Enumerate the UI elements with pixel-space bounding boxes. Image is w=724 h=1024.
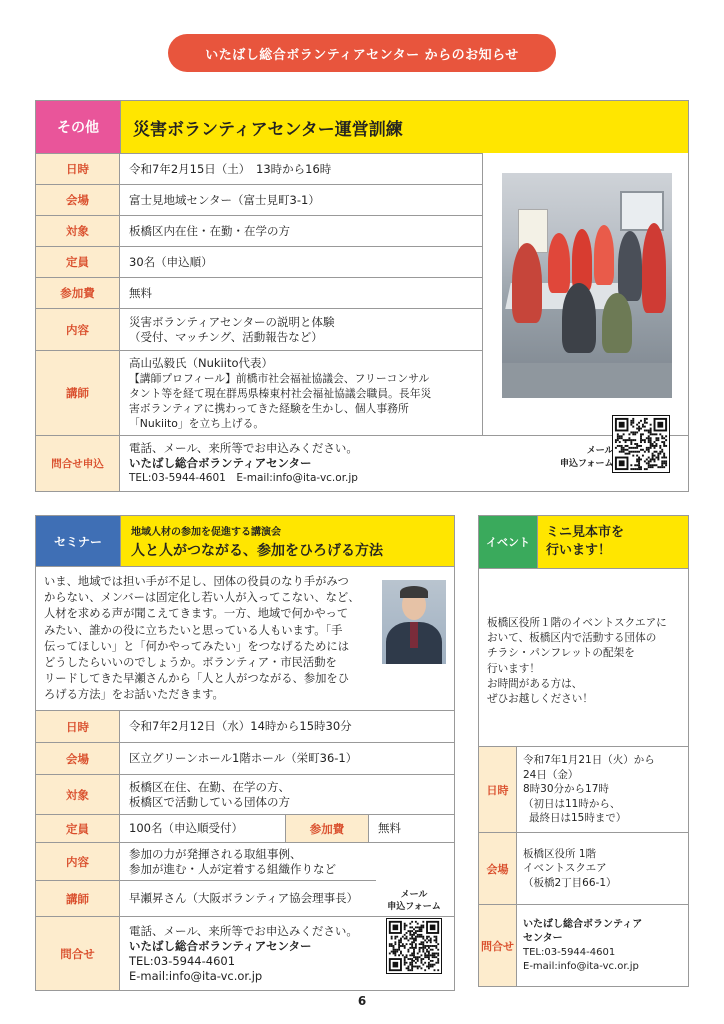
row-label: 対象 bbox=[36, 775, 120, 814]
photo-person bbox=[548, 233, 570, 293]
row-value: 100名（申込順受付） bbox=[129, 821, 243, 835]
row-label: 会場 bbox=[36, 185, 120, 215]
text-line: 行います！ bbox=[487, 662, 540, 675]
row-value: 板橋区内在住・在勤・在学の方 bbox=[129, 223, 290, 238]
info-row-lecturer bbox=[36, 880, 376, 916]
divider bbox=[36, 566, 454, 567]
row-label: 日時 bbox=[479, 747, 517, 832]
info-row-capacity bbox=[36, 246, 482, 277]
photo-person bbox=[642, 223, 666, 313]
text-line: 板橋区役所１階のイベントスクエアに bbox=[487, 617, 667, 629]
section-title: 災害ボランティアセンター運営訓練 bbox=[120, 101, 688, 153]
row-value bbox=[120, 917, 367, 990]
photo-person bbox=[618, 231, 642, 301]
photo-person bbox=[562, 283, 596, 353]
text-line: 【講師プロフィール】前橋市社会福祉協議会、フリーコンサル bbox=[129, 371, 430, 385]
row-label: 会場 bbox=[479, 833, 517, 904]
photo-floor bbox=[502, 363, 672, 398]
photo-person bbox=[594, 225, 614, 285]
event-description bbox=[487, 616, 685, 707]
divider bbox=[479, 568, 688, 569]
text-line: お時間がある方は、 bbox=[487, 677, 583, 690]
photo-person bbox=[572, 229, 592, 291]
text-line: ぜひお越しください！ bbox=[487, 693, 593, 706]
qr-caption-line: メール bbox=[586, 446, 614, 456]
qr-caption bbox=[560, 445, 614, 471]
row-value: 30名（申込順） bbox=[129, 254, 213, 269]
row-label: 定員 bbox=[36, 247, 120, 277]
row-label: 講師 bbox=[36, 351, 120, 435]
text-line: （板橋2丁目66-1） bbox=[523, 876, 617, 889]
training-photo bbox=[502, 173, 672, 398]
text-line: 災害ボランティアセンターの説明と体験 bbox=[129, 314, 335, 329]
section-header bbox=[36, 516, 454, 566]
info-row-date bbox=[36, 710, 454, 742]
text-line: 電話、メール、来所等でお申込みください。 bbox=[129, 441, 358, 455]
info-row-target bbox=[36, 215, 482, 246]
photo-person bbox=[512, 243, 542, 323]
info-row-venue bbox=[36, 742, 454, 774]
row-value bbox=[517, 747, 661, 832]
contact-line: E-mail:info@ita-vc.or.jp bbox=[523, 960, 639, 972]
text-line: （受付、マッチング、活動報告など） bbox=[129, 329, 323, 344]
section-event bbox=[478, 515, 689, 987]
info-row-venue bbox=[479, 832, 688, 904]
text-line: 最終日は15時まで） bbox=[529, 812, 627, 825]
text-line: おいて、板橋区内で活動する団体の bbox=[487, 632, 657, 645]
row-label: 参加費 bbox=[36, 278, 120, 308]
section-disaster-training bbox=[35, 100, 689, 492]
row-value: 富士見地域センター（富士見町3-1） bbox=[129, 192, 320, 207]
row-label: 問合せ bbox=[36, 917, 120, 990]
text-line: 参加の力が発揮される取組事例、 bbox=[129, 846, 302, 861]
row-value bbox=[120, 309, 344, 350]
column-divider bbox=[482, 153, 483, 435]
row-value: 令和7年2月15日（土） 13時から16時 bbox=[129, 161, 332, 176]
text-line: いま、地域では担い手が不足し、団体の役員のなり手がみつ bbox=[44, 575, 349, 588]
title-line: ミニ見本市を bbox=[546, 525, 625, 540]
category-tag: その他 bbox=[36, 101, 120, 153]
info-row-fee bbox=[36, 277, 482, 308]
text-line: チラシ・パンフレットの配架を bbox=[487, 647, 635, 660]
page-number: 6 bbox=[357, 994, 367, 1008]
row-value: 無料 bbox=[129, 285, 152, 300]
section-title bbox=[537, 516, 688, 568]
text-line: 人材を求める声が聞こえてきます。一方、地域で何かやって bbox=[44, 607, 349, 621]
text-line: 「Nukiito」を立ち上げる。 bbox=[129, 416, 265, 430]
text-line: イベントスクエア bbox=[523, 862, 607, 875]
row-value: 令和7年2月12日（水）14時から15時30分 bbox=[129, 719, 352, 733]
text-line: 板橋区で活動している団体の方 bbox=[129, 794, 290, 809]
category-tag: イベント bbox=[479, 516, 537, 568]
row-value bbox=[120, 436, 367, 491]
row-value bbox=[120, 843, 345, 880]
section-subtitle: 地域人材の参加を促進する講演会 bbox=[131, 526, 281, 538]
section-header bbox=[479, 516, 688, 568]
info-row-content bbox=[36, 842, 454, 880]
org-name: いたばし総合ボランティアセンター bbox=[129, 456, 312, 470]
info-row-venue bbox=[36, 184, 482, 215]
row-value: 無料 bbox=[378, 821, 401, 835]
contact-line: TEL:03-5944-4601 E-mail:info@ita-vc.or.jp bbox=[129, 472, 358, 484]
info-row-content bbox=[36, 308, 482, 350]
row-label: 日時 bbox=[36, 154, 120, 184]
row-label: 対象 bbox=[36, 216, 120, 246]
text-line: からない、メンバーは固定化し若い人が入ってこない、など、 bbox=[44, 591, 360, 605]
text-line: みたい、誰かの役に立ちたいと思っている人もいます。「手 bbox=[44, 623, 343, 637]
text-line: リードしてきた早瀬さんから「人と人がつながる、参加をひ bbox=[44, 672, 350, 686]
contact-line: E-mail:info@ita-vc.or.jp bbox=[129, 968, 263, 983]
info-row-lecturer bbox=[36, 350, 482, 435]
text-line: 板橋区役所 1階 bbox=[523, 847, 597, 860]
text-line: （初日は11時から、 bbox=[523, 797, 621, 810]
category-tag: セミナー bbox=[36, 516, 120, 566]
section-title: 人と人がつながる、参加をひろげる方法 bbox=[131, 542, 383, 559]
text-line: 高山弘毅氏（Nukiito代表） bbox=[129, 355, 273, 370]
portrait-tie bbox=[410, 622, 418, 648]
text-line: 24日（金） bbox=[523, 768, 579, 781]
info-row-date bbox=[36, 153, 482, 184]
row-label: 定員 bbox=[36, 815, 120, 842]
text-line: ろげる方法」をお話いただきます。 bbox=[44, 688, 224, 702]
row-value bbox=[517, 833, 623, 904]
row-label: 参加費 bbox=[285, 815, 369, 842]
text-line: 令和7年1月21日（火）から bbox=[523, 754, 655, 767]
section-title-block bbox=[120, 516, 454, 566]
row-label: 内容 bbox=[36, 309, 120, 350]
text-line: 害ボランティアに携わってきた経験を生かし、個人事務所 bbox=[129, 401, 409, 415]
row-label: 内容 bbox=[36, 843, 120, 880]
qr-caption-line: メール bbox=[400, 890, 428, 900]
text-line: 伝ってほしい」と「何かやってみたい」をつなげるためには bbox=[44, 639, 350, 653]
text-line: 8時30分から17時 bbox=[523, 783, 609, 796]
qr-code-icon[interactable] bbox=[612, 415, 670, 473]
qr-caption-line: 申込フォーム bbox=[387, 902, 441, 912]
contact-line: TEL:03-5944-4601 bbox=[129, 953, 236, 968]
notice-header: いたばし総合ボランティアセンター からのお知らせ bbox=[168, 34, 556, 72]
row-label: 会場 bbox=[36, 743, 120, 774]
row-value: 早瀬昇さん（大阪ボランティア協会理事長） bbox=[129, 891, 359, 905]
text-line: 参加が進む・人が定着する組織作りなど bbox=[129, 861, 336, 876]
text-line: タント等を経て現在群馬県榛東村社会福祉協議会職員。長年災 bbox=[129, 386, 432, 400]
lecturer-portrait bbox=[382, 580, 446, 664]
row-label: 問合せ申込 bbox=[36, 436, 120, 491]
org-name: いたばし総合ボランティアセンター bbox=[129, 938, 312, 953]
org-name: いたばし総合ボランティア bbox=[523, 918, 643, 930]
row-label: 問合せ bbox=[479, 905, 517, 986]
row-value: 区立グリーンホール1階ホール（栄町36-1） bbox=[129, 751, 358, 765]
section-header bbox=[36, 101, 688, 153]
text-line: どうしたらいいのでしょうか。ボランティア・市民活動を bbox=[44, 656, 337, 670]
title-line: 行います！ bbox=[546, 543, 612, 558]
portrait-hair bbox=[400, 586, 428, 598]
contact-line: TEL:03-5944-4601 bbox=[523, 946, 616, 958]
info-row-date bbox=[479, 746, 688, 832]
row-value bbox=[517, 905, 648, 986]
info-row-contact bbox=[479, 904, 688, 986]
row-label: 講師 bbox=[36, 881, 120, 916]
info-row-target bbox=[36, 774, 454, 814]
row-value bbox=[120, 351, 433, 435]
intro-text bbox=[44, 574, 374, 704]
qr-caption bbox=[384, 889, 444, 913]
section-seminar bbox=[35, 515, 455, 991]
photo-person bbox=[602, 293, 632, 353]
qr-caption-line: 申込フォーム bbox=[560, 459, 614, 469]
text-line: 電話、メール、来所等でお申込みください。 bbox=[129, 923, 358, 938]
row-value bbox=[120, 775, 299, 814]
org-name: センター bbox=[523, 932, 563, 944]
row-label: 日時 bbox=[36, 711, 120, 742]
qr-code-icon[interactable] bbox=[386, 918, 442, 974]
text-line: 板橋区在住、在勤、在学の方、 bbox=[129, 779, 290, 794]
info-row-capacity bbox=[36, 814, 454, 842]
